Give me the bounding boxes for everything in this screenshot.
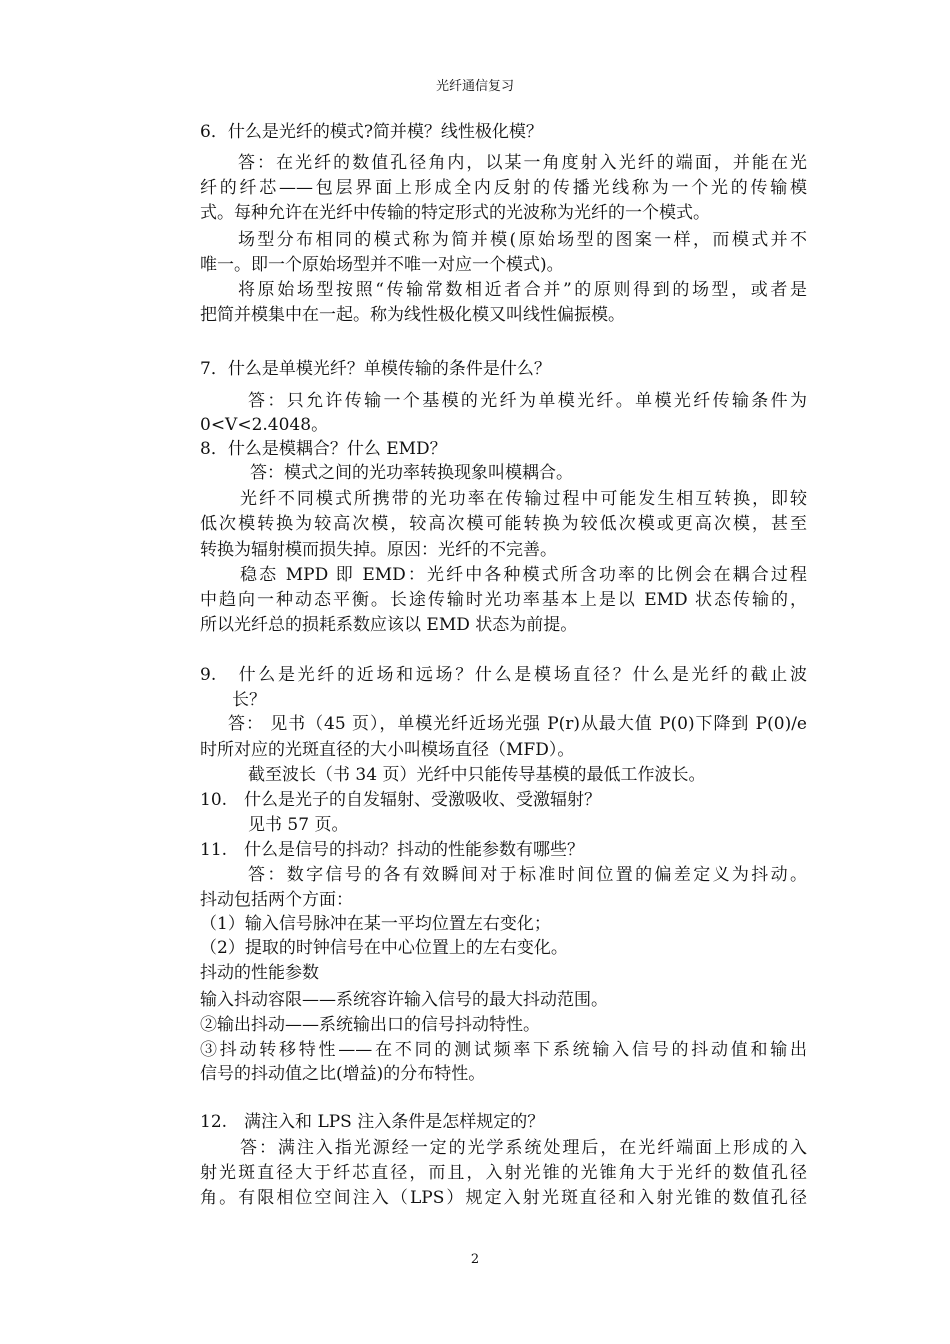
text-line: （2）提取的时钟信号在中心位置上的左右变化。: [200, 938, 568, 958]
text-line: 低次模转换为较高次模，较高次模可能转换为较低次模或更高次模，甚至: [200, 514, 807, 534]
text-line: ②输出抖动——系统输出口的信号抖动特性。: [200, 1015, 540, 1035]
text-line: 0<V<2.4048。: [200, 415, 329, 435]
text-line: 将原始场型按照“传输常数相近者合并”的原则得到的场型，或者是: [238, 280, 807, 300]
text-line: 答： 见书（45 页），单模光纤近场光强 P(r)从最大值 P(0)下降到 P(0)/e: [228, 714, 807, 734]
text-line: 纤的纤芯——包层界面上形成全内反射的传播光线称为一个光的传输模: [200, 178, 807, 198]
text-line: 10. 什么是光子的自发辐射、受激吸收、受激辐射？: [200, 790, 602, 810]
text-line: 6．什么是光纤的模式?简并模？线性极化模？: [200, 122, 543, 142]
text-line: 答：只允许传输一个基模的光纤为单模光纤。单模光纤传输条件为: [248, 391, 807, 411]
text-line: 12. 满注入和 LPS 注入条件是怎样规定的？: [200, 1112, 545, 1132]
page-header: 光纤通信复习: [435, 79, 514, 94]
text-line: 中趋向一种动态平衡。长途传输时光功率基本上是以 EMD 状态传输的，: [200, 590, 807, 610]
text-line: 9. 什么是光纤的近场和远场？什么是模场直径？什么是光纤的截止波: [200, 665, 807, 685]
text-line: （1）输入信号脉冲在某一平均位置左右变化；: [200, 914, 551, 934]
text-line: 7．什么是单模光纤？单模传输的条件是什么？: [200, 359, 551, 379]
page-number: 2: [470, 1252, 480, 1267]
text-line: 所以光纤总的损耗系数应该以 EMD 状态为前提。: [200, 615, 578, 635]
text-line: 抖动包括两个方面：: [200, 890, 353, 910]
text-line: 光纤不同模式所携带的光功率在传输过程中可能发生相互转换，即较: [240, 489, 807, 509]
text-line: 场型分布相同的模式称为简并模(原始场型的图案一样，而模式并不: [238, 230, 807, 250]
text-line: 转换为辐射模而损失掉。原因：光纤的不完善。: [200, 540, 557, 560]
text-line: 截至波长（书 34 页）光纤中只能传导基模的最低工作波长。: [248, 765, 706, 785]
text-line: 答：在光纤的数值孔径角内，以某一角度射入光纤的端面，并能在光: [238, 153, 807, 173]
text-line: ③抖动转移特性——在不同的测试频率下系统输入信号的抖动值和输出: [200, 1040, 807, 1060]
text-line: 角。有限相位空间注入（LPS）规定入射光斑直径和入射光锥的数值孔径: [200, 1188, 807, 1208]
text-line: 答：模式之间的光功率转换现象叫模耦合。: [250, 463, 573, 483]
text-line: 输入抖动容限——系统容许输入信号的最大抖动范围。: [200, 990, 608, 1010]
text-line: 稳态 MPD 即 EMD：光纤中各种模式所含功率的比例会在耦合过程: [240, 565, 807, 585]
text-line: 唯一。即一个原始场型并不唯一对应一个模式)。: [200, 255, 564, 275]
text-line: 抖动的性能参数: [200, 963, 319, 983]
text-line: 见书 57 页。: [248, 815, 349, 835]
text-line: 11. 什么是信号的抖动？抖动的性能参数有哪些？: [200, 840, 585, 860]
text-line: 信号的抖动值之比(增益)的分布特性。: [200, 1064, 486, 1084]
text-line: 答：数字信号的各有效瞬间对于标准时间位置的偏差定义为抖动。: [248, 865, 807, 885]
text-line: 时所对应的光斑直径的大小叫模场直径（MFD）。: [200, 740, 575, 760]
text-line: 式。每种允许在光纤中传输的特定形式的光波称为光纤的一个模式。: [200, 203, 710, 223]
text-line: 射光斑直径大于纤芯直径，而且，入射光锥的光锥角大于光纤的数值孔径: [200, 1163, 807, 1183]
text-line: 把简并模集中在一起。称为线性极化模又叫线性偏振模。: [200, 305, 625, 325]
text-line: 答：满注入指光源经一定的光学系统处理后，在光纤端面上形成的入: [240, 1138, 807, 1158]
text-line: 长？: [232, 690, 266, 710]
text-line: 8．什么是模耦合？什么 EMD？: [200, 439, 447, 459]
